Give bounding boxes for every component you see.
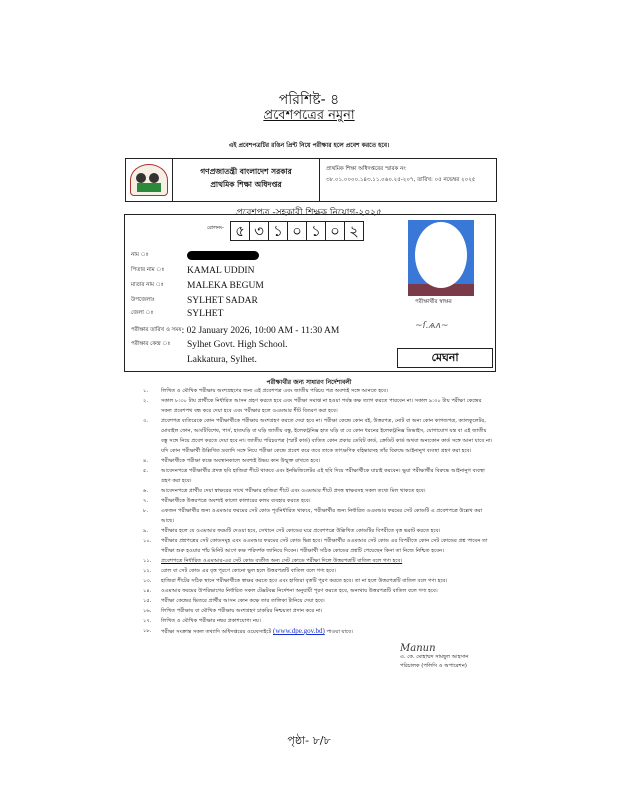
father-value: KAMAL UDDIN: [187, 266, 255, 276]
roll-number: [230, 221, 364, 241]
roll-digit: ০: [288, 222, 307, 240]
center-label: পরীক্ষার কেন্দ্র ঃ: [131, 341, 171, 347]
memo-line2: ৩৮.০১.০০০০.১৪৩.১১.০৬০.২৫-২০৭, তারিখ: ০৫ নভেম্বর ২০২৫: [326, 177, 476, 183]
mother-label: মাতার নাম ঃ: [131, 282, 164, 288]
memo-reference: [320, 159, 496, 201]
upazila-label: উপজেলাঃ: [131, 297, 155, 303]
signatory-title: পরিচালক (পলিসি ও অপারেশন): [400, 663, 467, 669]
roll-digit: ১: [269, 222, 288, 240]
page-number: পৃষ্ঠা- ৮/৮: [287, 734, 331, 747]
dpe-website-link[interactable]: (www.dpe.gov.bd): [273, 627, 325, 635]
sample-title: প্রবেশপত্রের নমুনা: [263, 108, 355, 123]
exam-time-label: পরীক্ষার তারিখ ও সময়: [131, 327, 182, 333]
instruction-item: ৭. পরীক্ষার্থীকে উত্তরপত্রে অবশ্যই কালো কালারের কলম ব্যবহার করতে হবে।: [143, 498, 311, 504]
venue-name-box: মেঘনা: [397, 348, 493, 368]
dpe-logo-icon: [130, 164, 168, 196]
candidate-photo: [408, 220, 474, 296]
name-row: [131, 251, 259, 260]
instruction-item: ৬. আবেদনপত্রে প্রার্থীর দেয়া স্বাক্ষরের সাথে পরীক্ষার হাজিরা শীটে এবং ওএমআর শীটে প্রদত্ত স্বাক্ষরসহ সকল তথ্যে মিল থাকতে হবে।: [143, 488, 426, 494]
instructions-title: পরীক্ষার্থীর জন্য সাধারণ নির্দেশাবলী: [266, 379, 352, 386]
print-note: এই প্রবেশপত্রটির রঙিন প্রিন্ট নিয়ে পরীক্ষার হলে প্রবেশ করতে হবে।: [228, 142, 390, 149]
signature-icon: ~ſ.ѧʌ~: [415, 321, 449, 331]
instruction-item: ১৪. ওএমআর ফরমের উপরিভাগের নির্ধারিত সকল টেক্সটবক্স নির্দেশনা অনুযায়ী পূরণ করতে হবে, অন্যথায় উত্তরপত্রটি বাতিল বলে গণ্য হবে।: [143, 588, 438, 594]
instruction-item: ৫. আবেদনপত্রে পরীক্ষার্থীর প্রদত্ত ছবি হাজিরা শীটে থাকবে এবং ইনভিজিলেটর এই ছবি দিয়ে পরীক্ষার্থীকে যাচাই করবেন। ভুয়া পরীক্ষার্থীর বিরুদ্ধে আইনানুগ ব্যবস্থা গ্রহণ করা হবে।: [143, 468, 485, 484]
center-value-line1: Sylhet Govt. High School.: [187, 340, 288, 350]
instruction-item: ১০. পরীক্ষার প্রশ্নপত্রের সেট কোডসমূহ এবং ওএমআর ফরমের সেট কোড ভিন্ন হবে। পরীক্ষার্থীর ওএমআর সেট কোড এর বিপরীতে কোন সেট কোডের প্রশ্ন পাবেন তা পরীক্ষা শুরু হওয়ার পাঁচ মিনিট আগে কক্ষ পরিদর্শক জানিয়ে দিবেন। পরীক্ষার্থী সঠিক কোডের প্রশ্নটি পেয়েছেন কিনা তা নিজে নিশ্চিত হবেন।: [143, 538, 488, 554]
signatory-name: এ. কে. মোহাম্মদ সামছুল আহসান: [400, 654, 469, 660]
appendix-label: পরিশিষ্ট- ৪: [278, 92, 340, 108]
instruction-item: ১১. প্রবেশপত্রে নির্ধারিত ওএমআর-এর সেট কোড ব্যতীত অন্য সেট কোডে পরীক্ষা দিলে উত্তরপত্রটি বাতিল বলে গণ্য হবে।: [143, 558, 403, 564]
blurred-face-icon: [415, 222, 467, 288]
instruction-item: ১. লিখিত ও মৌখিক পরীক্ষায় অংশগ্রহণের জন্য এই প্রবেশপত্র এবং জাতীয় পরিচয় পত্র অবশ্যই সঙ্গে আনতে হবে।: [143, 388, 388, 394]
center-row: [131, 340, 288, 350]
signature-label: পরীক্ষার্থীর স্বাক্ষর: [415, 299, 452, 305]
upazila-value: SYLHET SADAR: [187, 296, 258, 306]
instruction-item: ৩. প্রবেশপত্র ব্যতিরেকে কোন পরীক্ষার্থীকে পরীক্ষায় অংশগ্রহণ করতে দেয়া হবে না। পরীক্ষা কেন্দ্রে কোন বই, উত্তরপত্র, নোট বা অন্য কোন কাগজপত্র, ক্যালকুলেটর, মোবাইল ফোন, আংটিবিশেষ, পার্স, হাতঘড়ি বা ঘড়ি জাতীয় বস্তু, ইলেকট্রনিক্স হাত ঘড়ি বা যে কোন ধরনের ইলেকট্রনিক্স ডিভাইস, যোগাযোগ যন্ত্র বা এই জাতীয় বস্তু সঙ্গে নিয়ে প্রবেশ করতে দেয়া হবে না। জাতীয় পরিচয়পত্র (স্মার্ট কার্ড) ব্যতিত কোন প্রকার ডেবিট কার্ড, ক্রেডিট কার্ড অথবা অন্যকোন কার্ড সঙ্গে আনা যাবে না। যদি কোন পরীক্ষার্থী উল্লিখিত দ্রব্যাদি সঙ্গে নিয়ে পরীক্ষা কেন্দ্রে প্রবেশ করে তবে তাকে তাৎক্ষণিক বহিষ্কারসহ তাঁর বিরুদ্ধে আইনানুগ ব্যবস্থা গ্রহণ করা হবে।: [143, 418, 493, 454]
upazila-row: [131, 296, 258, 306]
instruction-item: ১৩. হাজিরা শীটের সঠিক স্থানে পরীক্ষার্থীকে স্বাক্ষর করতে হবে এবং হাজিরা বৃত্তটি পূরণ করতে হবে। তা না হলে উত্তরপত্রটি বাতিল বলে গণ্য হবে।: [143, 578, 448, 584]
instructions-list: [143, 386, 493, 637]
center-row-2: [131, 355, 257, 365]
name-label: নাম ঃ: [131, 251, 149, 258]
instruction-item: ১৫. পরীক্ষা কেন্দ্রের ভিতরে প্রার্থীর আসন কোন কক্ষে তার তালিকা টানিয়ে দেয়া হবে।: [143, 598, 325, 604]
district-value: SYLHET: [187, 309, 224, 319]
admit-card-title: প্রবেশপত্র -সহকারী শিক্ষক নিয়োগ-২০২৫: [236, 208, 382, 218]
father-label: পিতার নাম ঃ: [131, 267, 165, 273]
mother-row: [131, 281, 264, 291]
instruction-item: ৯. পরীক্ষার হলে যে ওএমআর ফরমটি দেওয়া হবে, সেখানে সেট কোডের ঘরে প্রবেশপত্রে উল্লিখিত কোডটির বিপরীতে বৃত্ত ভরাট করতে হবে।: [143, 528, 441, 534]
gov-line2: প্রাথমিক শিক্ষা অধিদপ্তর: [210, 180, 282, 189]
government-title: [173, 159, 320, 201]
roll-digit: ১: [307, 222, 326, 240]
admit-header: [125, 158, 497, 202]
exam-time-value: : 02 January 2026, 10:00 AM - 11:30 AM: [181, 326, 340, 336]
instruction-item: ২. সকাল ৮:৩০ টায় প্রার্থীকে নির্ধারিত আসন গ্রহণ করতে হবে এবং পরীক্ষা সমাপ্ত না হওয়া পর্যন্ত কক্ষ ত্যাগ করতে পারবেন না। সকাল ৯:৩০ টায় পরীক্ষা কেন্দ্রের সকল প্রবেশপথ বন্ধ করে দেয়া হবে এবং পরীক্ষার হলে ওএমআর শীট বিতরণ করা হবে।: [143, 398, 482, 414]
roll-label: রোলনং-: [207, 225, 224, 231]
district-label: জেলা ঃ: [131, 310, 154, 316]
instruction-item: ৪. পরীক্ষার্থীকে পরীক্ষা কক্ষে অবস্থানকালে অবশ্যই উভয় কান উন্মুক্ত রাখতে হবে।: [143, 458, 321, 464]
instruction-item: ৮. একজন পরীক্ষার্থীর জন্য ওএমআর ফরমের সেট কোড পূর্বনির্ধারিত থাকবে, পরীক্ষার্থীর জন্য নির্ধারিত ওএমআর ফরমের সেট কোডটি এ প্রবেশপত্রে উল্লেখ করা আছে।: [143, 508, 483, 524]
logo-cell: [126, 159, 173, 201]
mother-value: MALEKA BEGUM: [187, 281, 264, 291]
signature-script-icon: Manun: [400, 643, 436, 654]
instruction-item: ১৬. লিখিত পরীক্ষায় বা মৌখিক পরীক্ষায় অংশগ্রহণ চাকরির নিশ্চয়তা প্রদান করে না।: [143, 608, 323, 614]
roll-digit: ০: [326, 222, 345, 240]
district-row: [131, 309, 223, 319]
memo-line1: প্রাথমিক শিক্ষা অধিদপ্তরের স্মারক নং: [326, 166, 406, 172]
instruction-item: ১৭. লিখিত ও মৌখিক পরীক্ষার নম্বর প্রকাশযোগ্য নয়।: [143, 618, 261, 624]
admit-card-body: [124, 214, 496, 372]
instruction-item: ১৮. পরীক্ষা সংক্রান্ত সকল তথ্যাদি অধিদপ্তরের ওয়েবসাইটে (www.dpe.gov.bd) পাওয়া যাবে।: [143, 627, 353, 635]
gov-line1: গণপ্রজাতন্ত্রী বাংলাদেশ সরকার: [200, 167, 292, 176]
center-value-line2: Lakkatura, Sylhet.: [187, 355, 257, 365]
signatory-block: [400, 644, 469, 671]
roll-digit: ৫: [231, 222, 250, 240]
redacted-name: [187, 251, 259, 260]
exam-time-row: [131, 326, 339, 336]
father-row: [131, 266, 254, 276]
roll-digit: ৩: [250, 222, 269, 240]
instruction-item: ১২. রোল বা সেট কোড এর বৃত্ত পূরণে কোনো ভুল হলে উত্তরপত্রটি বাতিল বলে গণ্য হবে।: [143, 568, 336, 574]
roll-digit: ২: [349, 222, 359, 240]
